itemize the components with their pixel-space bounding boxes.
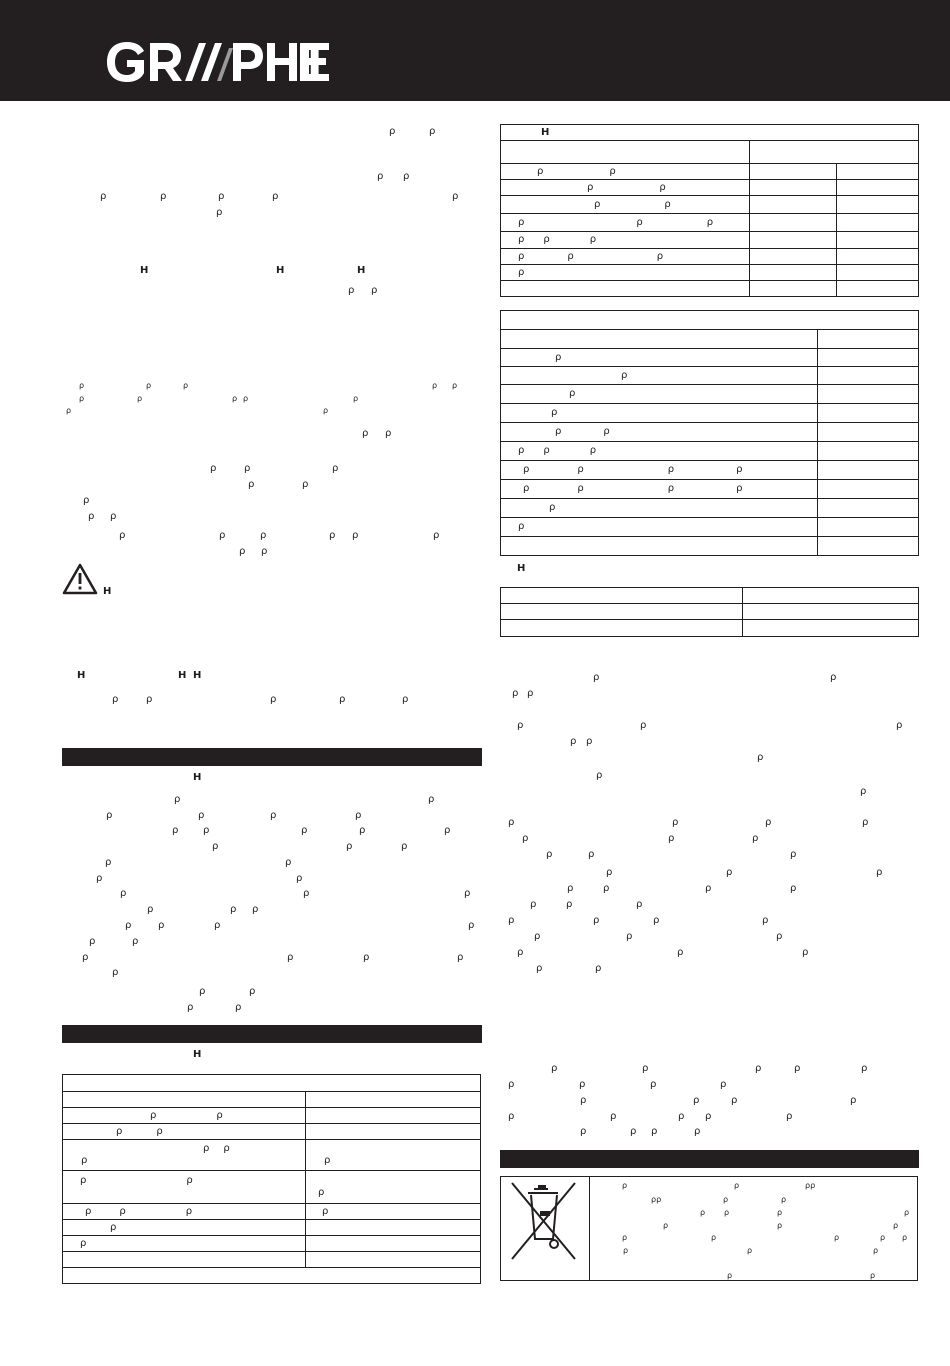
glyph-rho: ρ [287, 952, 294, 963]
glyph-rho: ρ [105, 857, 112, 868]
glyph-rho: ρ [429, 126, 436, 137]
glyph-rho: ρ [249, 986, 256, 997]
table-cell: ρ ρ [63, 1108, 306, 1124]
table-cell [837, 281, 919, 297]
glyph-rho: ρ [580, 1126, 587, 1137]
table-cell [837, 232, 919, 249]
glyph-rho: ρ [636, 899, 643, 910]
glyph-rho: ρ [517, 947, 524, 958]
table-cell: ρ [501, 404, 818, 423]
glyph-rho: ρ [248, 479, 255, 490]
glyph-rho: ρ [588, 849, 595, 860]
table-cell: ρ [306, 1171, 481, 1204]
glyph-rho: ρ [727, 1271, 733, 1280]
glyph-rho: ρ [230, 904, 237, 915]
table-cell [501, 588, 743, 604]
glyph-rho: ρ [536, 963, 543, 974]
glyph-rho: ρ [212, 841, 219, 852]
glyph-h: H [178, 670, 187, 681]
glyph-h: H [517, 563, 526, 574]
glyph-rho: ρ [329, 530, 336, 541]
glyph-rho: ρ [260, 530, 267, 541]
table-cell [501, 281, 750, 297]
glyph-rho: ρ [214, 920, 221, 931]
table-cell [306, 1220, 481, 1236]
glyph-rho: ρ [580, 1095, 587, 1106]
glyph-h: H [193, 670, 202, 681]
glyph-rho: ρ [444, 825, 451, 836]
noise-table [500, 587, 919, 637]
table-cell: ρ ρ ρ [501, 442, 818, 461]
glyph-rho: ρ [723, 1195, 729, 1204]
glyph-rho: ρ [216, 207, 223, 218]
table-cell: ρ [501, 265, 750, 281]
glyph-rho: ρ [546, 849, 553, 860]
glyph-rho: ρ [596, 770, 603, 781]
glyph-rho: ρ [198, 810, 205, 821]
table-cell [837, 265, 919, 281]
glyph-rho: ρ [389, 126, 396, 137]
table-cell [750, 281, 837, 297]
table-cell [837, 214, 919, 232]
glyph-rho: ρ [112, 967, 119, 978]
glyph-rho: ρ [239, 546, 246, 557]
table-cell: ρ ρ [63, 1124, 306, 1140]
glyph-rho: ρ [724, 1208, 730, 1217]
glyph-rho: ρ [352, 530, 359, 541]
table-cell: ρ ρ [501, 423, 818, 442]
glyph-rho: ρ [794, 1063, 801, 1074]
glyph-rho: ρ [219, 530, 226, 541]
glyph-rho: ρ [762, 915, 769, 926]
glyph-rho: ρ [243, 394, 249, 403]
table-cell: ρ [63, 1220, 306, 1236]
glyph-rho: ρ [119, 530, 126, 541]
glyph-rho: ρ [777, 1208, 783, 1217]
glyph-rho: ρ [734, 1181, 740, 1190]
table-cell: ρ ρ ρ [63, 1204, 306, 1220]
glyph-rho: ρ [640, 720, 647, 731]
glyph-h: H [193, 1049, 202, 1060]
glyph-h: H [77, 670, 86, 681]
table-cell [750, 196, 837, 214]
glyph-rho: ρ [66, 406, 72, 415]
glyph-rho: ρ [678, 1111, 685, 1122]
glyph-rho: ρ [457, 952, 464, 963]
table-cell [501, 620, 743, 637]
glyph-rho: ρ [452, 381, 458, 390]
glyph-rho: ρ [125, 920, 132, 931]
crossed-out-bin-icon [501, 1177, 588, 1278]
table-cell [818, 330, 919, 349]
glyph-rho: ρ [174, 794, 181, 805]
weee-bin-icon-frame [501, 1177, 590, 1280]
glyph-rho: ρ [517, 720, 524, 731]
table-cell [750, 232, 837, 249]
glyph-rho: ρ [705, 1111, 712, 1122]
glyph-rho: ρ [893, 1221, 899, 1230]
glyph-rho: ρ [802, 947, 809, 958]
glyph-rho: ρ [765, 817, 772, 828]
table-cell [750, 249, 837, 265]
glyph-rho: ρ [630, 1126, 637, 1137]
table-cell: ρ ρ ρ [501, 249, 750, 265]
glyph-rho: ρ [579, 1079, 586, 1090]
glyph-rho: ρρ [805, 1181, 816, 1190]
glyph-rho: ρ [651, 1126, 658, 1137]
glyph-rho: ρ [432, 381, 438, 390]
glyph-rho: ρ [363, 952, 370, 963]
glyph-rho: ρ [137, 394, 143, 403]
glyph-rho: ρ [106, 810, 113, 821]
glyph-rho: ρ [146, 694, 153, 705]
glyph-rho: ρ [850, 1095, 857, 1106]
table-cell: ρ ρ [501, 196, 750, 214]
glyph-rho: ρ [790, 883, 797, 894]
glyph-rho: ρ [663, 1221, 669, 1230]
glyph-rho: ρ [567, 883, 574, 894]
glyph-rho: ρ [377, 171, 384, 182]
glyph-rho: ρ [218, 191, 225, 202]
glyph-rho: ρ [522, 833, 529, 844]
table-cell: ρ ρ [501, 180, 750, 196]
glyph-rho: ρ [183, 381, 189, 390]
table-cell [818, 518, 919, 537]
glyph-rho: ρ [371, 285, 378, 296]
glyph-rho: ρ [694, 1126, 701, 1137]
table-cell: ρ [501, 518, 818, 537]
glyph-rho: ρ [720, 1079, 727, 1090]
glyph-rho: ρ [83, 495, 90, 506]
glyph-rho: ρ [323, 406, 329, 415]
glyph-rho: ρ [210, 463, 217, 474]
glyph-rho: ρ [272, 191, 279, 202]
glyph-rho: ρ [693, 1095, 700, 1106]
glyph-rho: ρ [876, 867, 883, 878]
table-cell [306, 1124, 481, 1140]
glyph-rho: ρ [355, 810, 362, 821]
glyph-rho: ρ [776, 931, 783, 942]
glyph-rho: ρ [711, 1233, 717, 1242]
glyph-rho: ρ [870, 1271, 876, 1280]
glyph-rho: ρ [301, 825, 308, 836]
glyph-rho: ρ [464, 888, 471, 899]
table-cell [306, 1108, 481, 1124]
table-cell [501, 330, 818, 349]
glyph-rho: ρ [570, 736, 577, 747]
header-bar [0, 0, 950, 101]
glyph-rho: ρ [834, 1233, 840, 1242]
glyph-rho: ρ [781, 1195, 787, 1204]
glyph-rho: ρ [468, 920, 475, 931]
table-cell: ρ [501, 367, 818, 385]
table-cell [63, 1075, 481, 1092]
glyph-rho: ρ [508, 1111, 515, 1122]
table-cell [837, 249, 919, 265]
glyph-rho: ρ [786, 1111, 793, 1122]
table-cell [501, 537, 818, 556]
glyph-rho: ρ [147, 904, 154, 915]
glyph-h: H [276, 265, 285, 276]
table-cell [818, 442, 919, 461]
graphite-logo [105, 40, 331, 84]
glyph-rho: ρ [672, 817, 679, 828]
glyph-rho: ρ [508, 915, 515, 926]
glyph-rho: ρ [403, 171, 410, 182]
glyph-h: H [103, 586, 112, 597]
glyph-rho: ρ [353, 394, 359, 403]
glyph-rho: ρ [902, 1233, 908, 1242]
table-cell [501, 141, 750, 164]
table-cell [63, 1268, 481, 1284]
glyph-rho: ρ [873, 1246, 879, 1255]
glyph-rho: ρ [346, 841, 353, 852]
table-cell: ρ ρ ρ [501, 214, 750, 232]
glyph-rho: ρ [603, 883, 610, 894]
table-cell [306, 1092, 481, 1108]
glyph-rho: ρ [296, 873, 303, 884]
glyph-rho: ρ [158, 920, 165, 931]
glyph-rho: ρ [642, 1063, 649, 1074]
table-cell [63, 1252, 306, 1268]
table-cell [818, 499, 919, 518]
glyph-rho: ρ [593, 915, 600, 926]
table-cell [750, 141, 919, 164]
glyph-rho: ρ [89, 936, 96, 947]
glyph-rho: ρ [705, 883, 712, 894]
section-bar [62, 748, 482, 766]
glyph-rho: ρ [566, 899, 573, 910]
glyph-rho: ρ [244, 463, 251, 474]
section-bar [500, 1150, 919, 1168]
table-cell [818, 461, 919, 480]
glyph-rho: ρ [79, 394, 85, 403]
glyph-h: H [357, 265, 366, 276]
glyph-rho: ρ [285, 857, 292, 868]
glyph-rho: ρ [700, 1208, 706, 1217]
table-cell [818, 349, 919, 367]
glyph-rho: ρ [606, 867, 613, 878]
equipment-table [500, 310, 919, 556]
glyph-rho: ρ [79, 381, 85, 390]
glyph-rho: ρ [362, 428, 369, 439]
table-cell [501, 311, 919, 330]
glyph-rho: ρ [146, 381, 152, 390]
glyph-rho: ρ [747, 1246, 753, 1255]
logo-letter-e [300, 43, 330, 81]
table-cell: ρ [306, 1140, 481, 1171]
glyph-rho: ρ [199, 986, 206, 997]
glyph-rho: ρ [88, 511, 95, 522]
glyph-rho: ρ [650, 1079, 657, 1090]
glyph-rho: ρ [303, 888, 310, 899]
glyph-rho: ρρ [651, 1195, 662, 1204]
table-cell [837, 196, 919, 214]
table-cell: ρ ρ [501, 164, 750, 180]
table-cell [750, 265, 837, 281]
section-bar [62, 1025, 482, 1043]
glyph-rho: ρ [339, 694, 346, 705]
table-cell [750, 214, 837, 232]
table-cell: ρ [501, 385, 818, 404]
glyph-rho: ρ [860, 786, 867, 797]
glyph-rho: ρ [757, 752, 764, 763]
glyph-rho: ρ [731, 1095, 738, 1106]
glyph-rho: ρ [120, 888, 127, 899]
table-cell [750, 164, 837, 180]
table-cell: ρ ρ [63, 1171, 306, 1204]
table-cell: ρ ρ ρ ρ [501, 480, 818, 499]
table-cell [837, 164, 919, 180]
glyph-rho: ρ [530, 899, 537, 910]
glyph-rho: ρ [593, 672, 600, 683]
glyph-rho: ρ [534, 931, 541, 942]
glyph-rho: ρ [348, 285, 355, 296]
table-cell [818, 537, 919, 556]
glyph-rho: ρ [235, 1002, 242, 1013]
glyph-rho: ρ [752, 833, 759, 844]
glyph-rho: ρ [726, 867, 733, 878]
glyph-rho: ρ [96, 873, 103, 884]
glyph-rho: ρ [452, 191, 459, 202]
glyph-rho: ρ [401, 841, 408, 852]
glyph-rho: ρ [896, 720, 903, 731]
glyph-rho: ρ [527, 688, 534, 699]
glyph-rho: ρ [428, 794, 435, 805]
table-cell [743, 604, 919, 620]
glyph-rho: ρ [508, 817, 515, 828]
glyph-rho: ρ [203, 825, 210, 836]
glyph-rho: ρ [100, 191, 107, 202]
glyph-rho: ρ [332, 463, 339, 474]
table-cell [818, 385, 919, 404]
glyph-rho: ρ [610, 1111, 617, 1122]
table-cell [837, 180, 919, 196]
glyph-rho: ρ [270, 694, 277, 705]
table-cell [306, 1252, 481, 1268]
glyph-rho: ρ [551, 1063, 558, 1074]
glyph-rho: ρ [861, 1063, 868, 1074]
glyph-rho: ρ [508, 1079, 515, 1090]
glyph-rho: ρ [187, 1002, 194, 1013]
glyph-rho: ρ [862, 817, 869, 828]
glyph-rho: ρ [132, 936, 139, 947]
glyph-rho: ρ [112, 694, 119, 705]
glyph-rho: ρ [626, 931, 633, 942]
table-cell [306, 1236, 481, 1252]
glyph-h: H [140, 265, 149, 276]
glyph-rho: ρ [904, 1208, 910, 1217]
glyph-rho: ρ [677, 947, 684, 958]
glyph-rho: ρ [880, 1233, 886, 1242]
table-cell [818, 367, 919, 385]
glyph-rho: ρ [755, 1063, 762, 1074]
glyph-rho: ρ [622, 1233, 628, 1242]
table-cell: ρ ρ ρ [63, 1140, 306, 1171]
glyph-rho: ρ [595, 963, 602, 974]
glyph-rho: ρ [653, 915, 660, 926]
table-cell: ρ ρ ρ ρ [501, 461, 818, 480]
glyph-rho: ρ [82, 952, 89, 963]
glyph-rho: ρ [359, 825, 366, 836]
table-cell [818, 404, 919, 423]
glyph-rho: ρ [830, 672, 837, 683]
glyph-rho: ρ [790, 849, 797, 860]
glyph-rho: ρ [622, 1181, 628, 1190]
glyph-rho: ρ [668, 833, 675, 844]
glyph-rho: ρ [586, 736, 593, 747]
glyph-rho: ρ [261, 546, 268, 557]
table-cell: ρ [501, 499, 818, 518]
table-cell [818, 480, 919, 499]
glyph-rho: ρ [160, 191, 167, 202]
specs-table [62, 1074, 481, 1284]
glyph-rho: ρ [402, 694, 409, 705]
glyph-rho: ρ [623, 1246, 629, 1255]
table-cell [63, 1092, 306, 1108]
glyph-rho: ρ [252, 904, 259, 915]
glyph-rho: ρ [232, 394, 238, 403]
glyph-rho: ρ [433, 530, 440, 541]
glyph-rho: ρ [110, 511, 117, 522]
table-cell: ρ [63, 1236, 306, 1252]
glyph-rho: ρ [270, 810, 277, 821]
table-cell: ρ ρ ρ [501, 232, 750, 249]
table-cell [743, 588, 919, 604]
parameters-table [500, 124, 919, 297]
table-cell: ρ [501, 349, 818, 367]
table-cell [743, 620, 919, 637]
table-cell: H [501, 125, 919, 141]
table-cell [818, 423, 919, 442]
glyph-rho: ρ [385, 428, 392, 439]
table-cell [750, 180, 837, 196]
warning-triangle-icon [62, 563, 98, 595]
glyph-rho: ρ [302, 479, 309, 490]
table-cell: ρ [306, 1204, 481, 1220]
glyph-rho: ρ [172, 825, 179, 836]
glyph-rho: ρ [512, 688, 519, 699]
glyph-rho: ρ [777, 1221, 783, 1230]
table-cell [501, 604, 743, 620]
weee-disposal-box [500, 1176, 918, 1281]
glyph-h: H [193, 772, 202, 783]
